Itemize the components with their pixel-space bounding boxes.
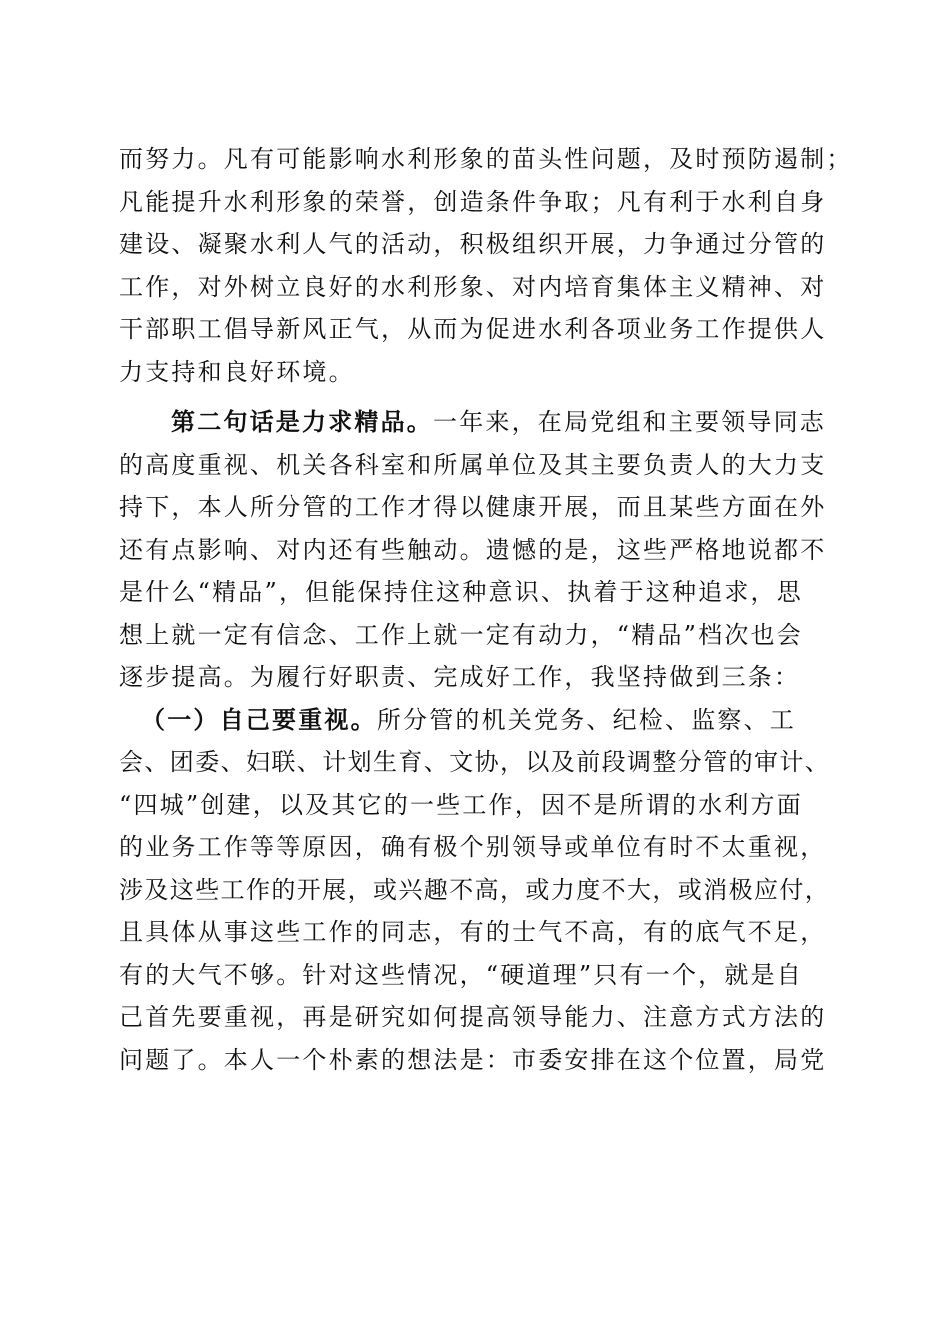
text-line: 是什么“精品”，但能保持住这种意识、执着于这种追求，思	[119, 578, 803, 606]
text-line: 有的大气不够。针对这些情况，“硬道理”只有一个，就是自	[119, 960, 803, 989]
body-text	[119, 138, 853, 1081]
text-line: 干部职工倡导新风正气，从而为促进水利各项业务工作提供人	[119, 315, 827, 343]
text-line: 工作，对外树立良好的水利形象、对内培育集体主义精神、对	[119, 272, 827, 301]
text-line: 问题了。本人一个朴素的想法是：市委安排在这个位置，局党	[119, 1045, 827, 1074]
text-line: 且具体从事这些工作的同志，有的士气不高，有的底气不足，	[119, 918, 827, 946]
text-line: 建设、凝聚水利人气的活动，积极组织开展，力争通过分管的	[119, 230, 827, 258]
text-line: 会、团委、妇联、计划生育、文协，以及前段调整分管的审计、	[119, 748, 831, 776]
text-line: 力支持和良好环境。	[119, 357, 355, 386]
subsection-heading: （一）自己要重视。	[141, 704, 377, 734]
text-line: “四城”创建，以及其它的一些工作，因不是所谓的水利方面	[119, 790, 803, 819]
text-segment: 所分管的机关党务、纪检、监察、工	[376, 705, 797, 734]
text-line: 还有点影响、对内还有些触动。遗憾的是，这些严格地说都不	[119, 535, 827, 564]
text-line: 涉及这些工作的开展，或兴趣不高，或力度不大，或消极应付，	[119, 875, 831, 904]
text-line: 的业务工作等等原因，确有极个别领导或单位有时不太重视，	[119, 833, 827, 861]
text-line: 己首先要重视，再是研究如何提高领导能力、注意方式方法的	[119, 1003, 827, 1031]
text-line: 而努力。凡有可能影响水利形象的苗头性问题，及时预防遏制；	[119, 145, 853, 173]
text-line: 逐步提高。为履行好职责、完成好工作，我坚持做到三条：	[119, 663, 801, 691]
text-line: 的高度重视、机关各科室和所属单位及其主要负责人的大力支	[119, 450, 827, 479]
section-heading: 第二句话是力求精品。	[171, 407, 433, 436]
paragraph-start-line	[119, 401, 839, 444]
text-line: 持下，本人所分管的工作才得以健康开展，而且某些方面在外	[119, 493, 827, 521]
paragraph-start-line	[119, 699, 839, 742]
text-line: 凡能提升水利形象的荣誉，创造条件争取；凡有利于水利自身	[119, 187, 827, 216]
text-segment: 一年来，在局党组和主要领导同志	[433, 408, 826, 436]
text-line: 想上就一定有信念、工作上就一定有动力，“精品”档次也会	[119, 620, 803, 649]
